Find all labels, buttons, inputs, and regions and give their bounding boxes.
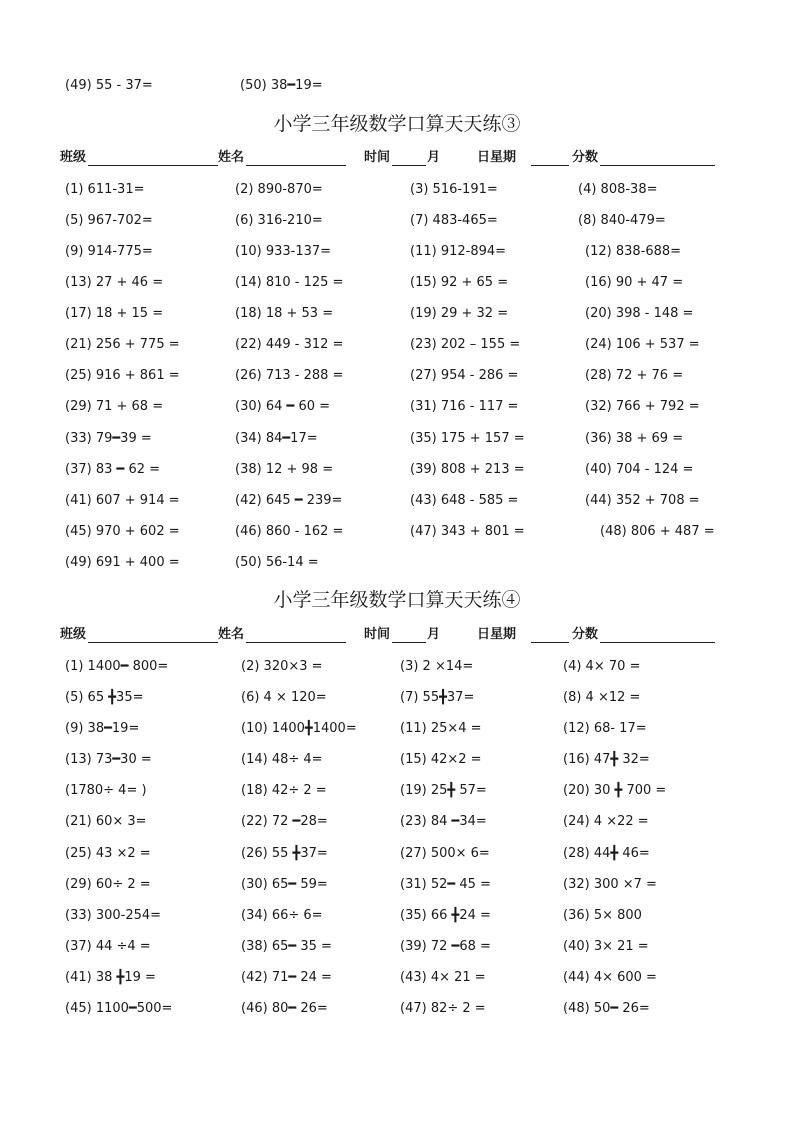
section-title: 小学三年级数学口算天天练④ [273, 589, 521, 611]
problem-item: (30) 64 ━ 60 = [235, 399, 331, 414]
day-blank[interactable] [531, 165, 569, 166]
problem-row [0, 844, 794, 864]
time-blank[interactable] [392, 165, 426, 166]
problem-row [0, 657, 794, 677]
problem-item: (33) 300-254= [65, 908, 162, 923]
problem-row [0, 522, 794, 542]
problem-item: (35) 175 + 157 = [410, 431, 525, 446]
problem-row [0, 875, 794, 895]
problem-item: (22) 72 ━28= [241, 814, 328, 829]
problem-row [0, 397, 794, 417]
day-week-label: 日星期 [477, 627, 517, 642]
problem-item: (47) 343 + 801 = [410, 524, 525, 539]
problem-item: (20) 30 ╋ 700 = [563, 783, 667, 798]
problem-item: (50) 56-14 = [235, 555, 319, 570]
time-label: 时间 [364, 150, 391, 165]
problem-item: (44) 352 + 708 = [585, 493, 700, 508]
problem-item: (21) 256 + 775 = [65, 337, 180, 352]
problem-item: (16) 47╋ 32= [563, 752, 650, 767]
problem-item: (19) 29 + 32 = [410, 306, 509, 321]
problem-item: (27) 500× 6= [400, 846, 490, 861]
problem-row [0, 180, 794, 200]
problem-item: (11) 912-894= [410, 244, 507, 259]
problem-row [0, 937, 794, 957]
problem-row [0, 968, 794, 988]
problem-item: (48) 50━ 26= [563, 1001, 650, 1016]
problem-item: (9) 38━19= [65, 721, 140, 736]
problem-item: (32) 300 ×7 = [563, 877, 657, 892]
problem-item: (45) 970 + 602 = [65, 524, 180, 539]
problem-row [0, 719, 794, 739]
name-blank[interactable] [246, 642, 346, 643]
problem-item: (49) 55 - 37= [65, 78, 153, 93]
problem-item: (31) 52━ 45 = [400, 877, 491, 892]
problem-item: (28) 72 + 76 = [585, 368, 684, 383]
problem-item: (1780÷ 4= ) [65, 783, 147, 798]
section-title: 小学三年级数学口算天天练③ [273, 113, 521, 135]
problem-item: (8) 4 ×12 = [563, 690, 641, 705]
class-label: 班级 [60, 150, 87, 165]
problem-item: (15) 92 + 65 = [410, 275, 509, 290]
problem-item: (46) 860 - 162 = [235, 524, 344, 539]
problem-item: (39) 808 + 213 = [410, 462, 525, 477]
problem-item: (23) 202 – 155 = [410, 337, 521, 352]
problem-item: (13) 27 + 46 = [65, 275, 164, 290]
problem-item: (43) 4× 21 = [400, 970, 486, 985]
problem-item: (2) 890-870= [235, 182, 323, 197]
problem-item: (4) 4× 70 = [563, 659, 641, 674]
score-label: 分数 [572, 627, 599, 642]
problem-item: (19) 25╋ 57= [400, 783, 487, 798]
problem-item: (35) 66 ╋24 = [400, 908, 491, 923]
problem-row [0, 76, 794, 96]
day-week-label: 日星期 [477, 150, 517, 165]
problem-row [0, 553, 794, 573]
problem-item: (12) 838-688= [585, 244, 682, 259]
problem-row [0, 750, 794, 770]
problem-item: (30) 65━ 59= [241, 877, 328, 892]
problem-row [0, 688, 794, 708]
problem-item: (8) 840-479= [578, 213, 666, 228]
problem-item: (50) 38━19= [240, 78, 323, 93]
problem-item: (41) 607 + 914 = [65, 493, 180, 508]
problem-item: (46) 80━ 26= [241, 1001, 328, 1016]
problem-item: (40) 3× 21 = [563, 939, 649, 954]
problem-item: (37) 44 ÷4 = [65, 939, 151, 954]
problem-item: (34) 84━17= [235, 431, 318, 446]
name-label: 姓名 [218, 150, 245, 165]
problem-item: (1) 1400━ 800= [65, 659, 169, 674]
score-blank[interactable] [600, 642, 715, 643]
class-blank[interactable] [88, 165, 218, 166]
name-blank[interactable] [246, 165, 346, 166]
student-info-line [0, 148, 794, 168]
problem-item: (39) 72 ━68 = [400, 939, 491, 954]
problem-item: (36) 5× 800 [563, 908, 642, 923]
problem-item: (16) 90 + 47 = [585, 275, 684, 290]
problem-item: (41) 38 ╋19 = [65, 970, 156, 985]
problem-item: (9) 914-775= [65, 244, 153, 259]
problem-item: (24) 106 + 537 = [585, 337, 700, 352]
problem-item: (11) 25×4 = [400, 721, 482, 736]
problem-item: (49) 691 + 400 = [65, 555, 180, 570]
problem-row [0, 304, 794, 324]
problem-item: (13) 73━30 = [65, 752, 152, 767]
problem-row [0, 429, 794, 449]
problem-item: (25) 916 + 861 = [65, 368, 180, 383]
problem-item: (1) 611-31= [65, 182, 145, 197]
problem-item: (47) 82÷ 2 = [400, 1001, 486, 1016]
problem-row [0, 211, 794, 231]
problem-item: (21) 60× 3= [65, 814, 147, 829]
problem-row [0, 999, 794, 1019]
month-label: 月 [427, 150, 441, 165]
problem-item: (28) 44╋ 46= [563, 846, 650, 861]
problem-item: (3) 516-191= [410, 182, 498, 197]
problem-row [0, 242, 794, 262]
problem-item: (22) 449 - 312 = [235, 337, 344, 352]
problem-item: (20) 398 - 148 = [585, 306, 694, 321]
problem-item: (32) 766 + 792 = [585, 399, 700, 414]
problem-item: (12) 68- 17= [563, 721, 647, 736]
problem-item: (6) 4 × 120= [241, 690, 327, 705]
score-label: 分数 [572, 150, 599, 165]
problem-item: (17) 18 + 15 = [65, 306, 164, 321]
problem-item: (36) 38 + 69 = [585, 431, 684, 446]
problem-item: (29) 60÷ 2 = [65, 877, 151, 892]
problem-item: (2) 320×3 = [241, 659, 323, 674]
day-blank[interactable] [531, 642, 569, 643]
problem-item: (4) 808-38= [578, 182, 658, 197]
problem-item: (7) 55╋37= [400, 690, 475, 705]
problem-row [0, 491, 794, 511]
problem-item: (38) 65━ 35 = [241, 939, 332, 954]
problem-item: (43) 648 - 585 = [410, 493, 519, 508]
problem-item: (33) 79━39 = [65, 431, 152, 446]
problem-item: (42) 645 ━ 239= [235, 493, 343, 508]
problem-item: (6) 316-210= [235, 213, 323, 228]
class-label: 班级 [60, 627, 87, 642]
problem-item: (37) 83 ━ 62 = [65, 462, 161, 477]
problem-item: (5) 65 ╋35= [65, 690, 144, 705]
student-info-line [0, 625, 794, 645]
problem-item: (40) 704 - 124 = [585, 462, 694, 477]
time-label: 时间 [364, 627, 391, 642]
problem-item: (26) 55 ╋37= [241, 846, 328, 861]
problem-item: (45) 1100━500= [65, 1001, 173, 1016]
problem-item: (18) 42÷ 2 = [241, 783, 327, 798]
problem-item: (44) 4× 600 = [563, 970, 657, 985]
problem-item: (15) 42×2 = [400, 752, 482, 767]
problem-item: (34) 66÷ 6= [241, 908, 323, 923]
problem-item: (48) 806 + 487 = [600, 524, 715, 539]
problem-item: (27) 954 - 286 = [410, 368, 519, 383]
problem-row [0, 460, 794, 480]
problem-item: (5) 967-702= [65, 213, 153, 228]
time-blank[interactable] [392, 642, 426, 643]
problem-item: (26) 713 - 288 = [235, 368, 344, 383]
problem-item: (38) 12 + 98 = [235, 462, 334, 477]
problem-row [0, 366, 794, 386]
problem-item: (10) 1400╋1400= [241, 721, 357, 736]
problem-item: (18) 18 + 53 = [235, 306, 334, 321]
problem-item: (10) 933-137= [235, 244, 332, 259]
problem-row [0, 781, 794, 801]
problem-item: (14) 810 - 125 = [235, 275, 344, 290]
problem-row [0, 812, 794, 832]
month-label: 月 [427, 627, 441, 642]
problem-item: (3) 2 ×14= [400, 659, 474, 674]
problem-item: (23) 84 ━34= [400, 814, 487, 829]
problem-item: (42) 71━ 24 = [241, 970, 332, 985]
problem-item: (29) 71 + 68 = [65, 399, 164, 414]
problem-row [0, 273, 794, 293]
class-blank[interactable] [88, 642, 218, 643]
problem-item: (14) 48÷ 4= [241, 752, 323, 767]
problem-item: (31) 716 - 117 = [410, 399, 519, 414]
problem-row [0, 906, 794, 926]
problem-item: (25) 43 ×2 = [65, 846, 151, 861]
problem-item: (24) 4 ×22 = [563, 814, 649, 829]
problem-row [0, 335, 794, 355]
problem-item: (7) 483-465= [410, 213, 498, 228]
score-blank[interactable] [600, 165, 715, 166]
name-label: 姓名 [218, 627, 245, 642]
